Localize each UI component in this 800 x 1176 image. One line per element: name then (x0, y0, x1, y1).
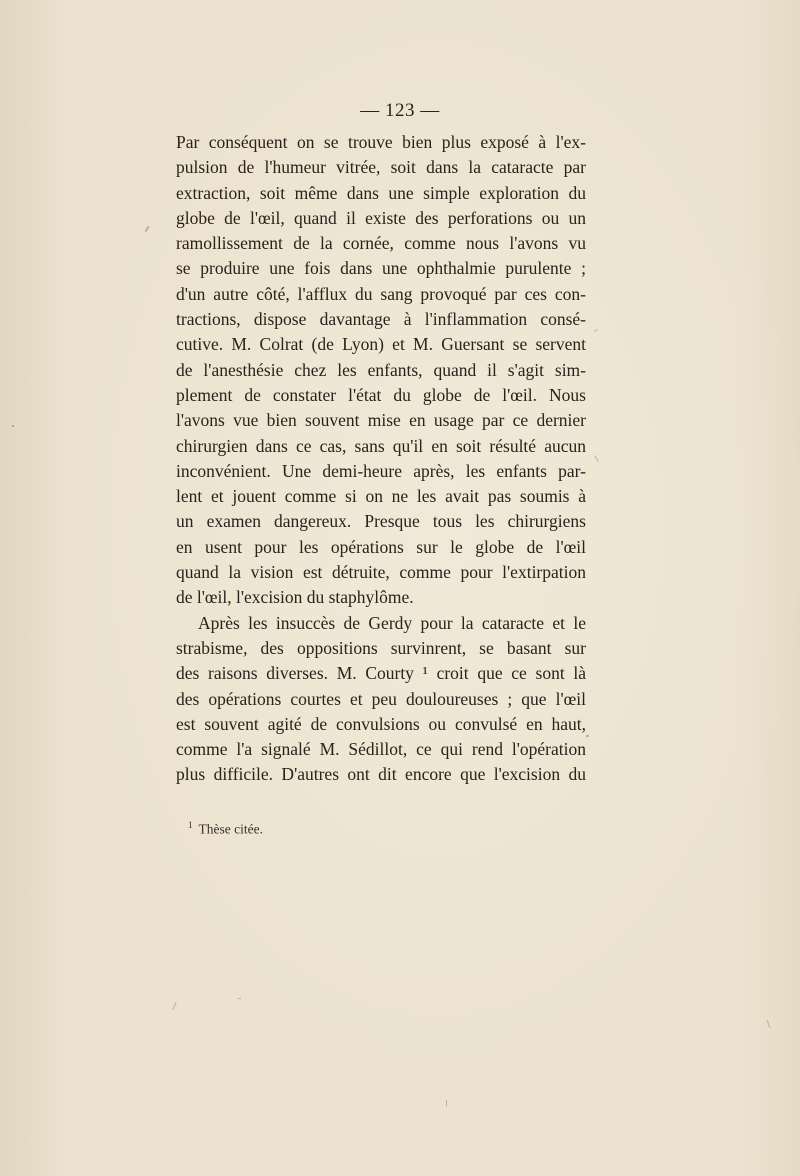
paper-speck (238, 998, 241, 999)
text-line: Par conséquent on se trouve bien plus exposé à l'ex- (176, 132, 586, 152)
footnote-text: Thèse citée. (198, 821, 263, 837)
text-line: se produire une fois dans une ophthalmie purulente ; (176, 258, 586, 279)
body-text (176, 130, 586, 788)
text-line: l'avons vue bien souvent mise en usage par ce dernier (176, 410, 586, 431)
text-line: de l'anesthésie chez les enfants, quand il s'agit sim- (176, 359, 586, 380)
paper-speck (172, 1002, 176, 1010)
paper-speck (586, 735, 589, 737)
footnote (188, 820, 263, 838)
paper-speck (12, 425, 14, 427)
paper-speck (594, 329, 598, 332)
text-line: chirurgien dans ce cas, sans qu'il en soit résulté aucun (176, 435, 586, 456)
text-line: extraction, soit même dans une simple exploration du (176, 182, 586, 203)
text-line: lent et jouent comme si on ne les avait pas soumis à (176, 486, 586, 507)
text-line: plement de constater l'état du globe de l'œil. Nous (176, 384, 586, 405)
text-line: tractions, dispose davantage à l'inflammation consé- (176, 309, 586, 330)
paper-speck (767, 1020, 771, 1028)
text-line: globe de l'œil, quand il existe des perforations ou un (176, 207, 586, 228)
text-line: de l'œil, l'excision du staphylôme. (176, 587, 414, 608)
text-line: inconvénient. Une demi-heure après, les enfants par- (176, 460, 586, 481)
text-line: cutive. M. Colrat (de Lyon) et M. Guersant se servent (176, 334, 586, 355)
text-line: un examen dangereux. Presque tous les chirurgiens (176, 511, 586, 532)
paper-speck (594, 455, 598, 462)
text-line: des raisons diverses. M. Courty ¹ croit que ce sont là (176, 663, 586, 684)
text-line: des opérations courtes et peu douloureuses ; que l'œil (176, 688, 586, 709)
text-line: plus difficile. D'autres ont dit encore que l'excision du (176, 764, 586, 785)
text-line: Après les insuccès de Gerdy pour la cataracte et le (198, 612, 586, 633)
footnote-marker: 1 (188, 820, 193, 830)
page-number: — 123 — (360, 100, 440, 121)
text-line: en usent pour les opérations sur le globe de l'œil (176, 536, 586, 557)
paper-speck (145, 226, 150, 232)
text-line: d'un autre côté, l'afflux du sang provoqué par ces con- (176, 283, 586, 304)
text-line: pulsion de l'humeur vitrée, soit dans la cataracte par (176, 157, 586, 178)
text-line: quand la vision est détruite, comme pour l'extirpation (176, 562, 586, 583)
text-line: ramollissement de la cornée, comme nous l'avons vu (176, 233, 586, 254)
text-line: comme l'a signalé M. Sédillot, ce qui rend l'opération (176, 739, 586, 760)
paper-speck (446, 1100, 447, 1106)
text-line: est souvent agité de convulsions ou convulsé en haut, (176, 713, 586, 734)
text-line: strabisme, des oppositions survinrent, se basant sur (176, 637, 586, 658)
